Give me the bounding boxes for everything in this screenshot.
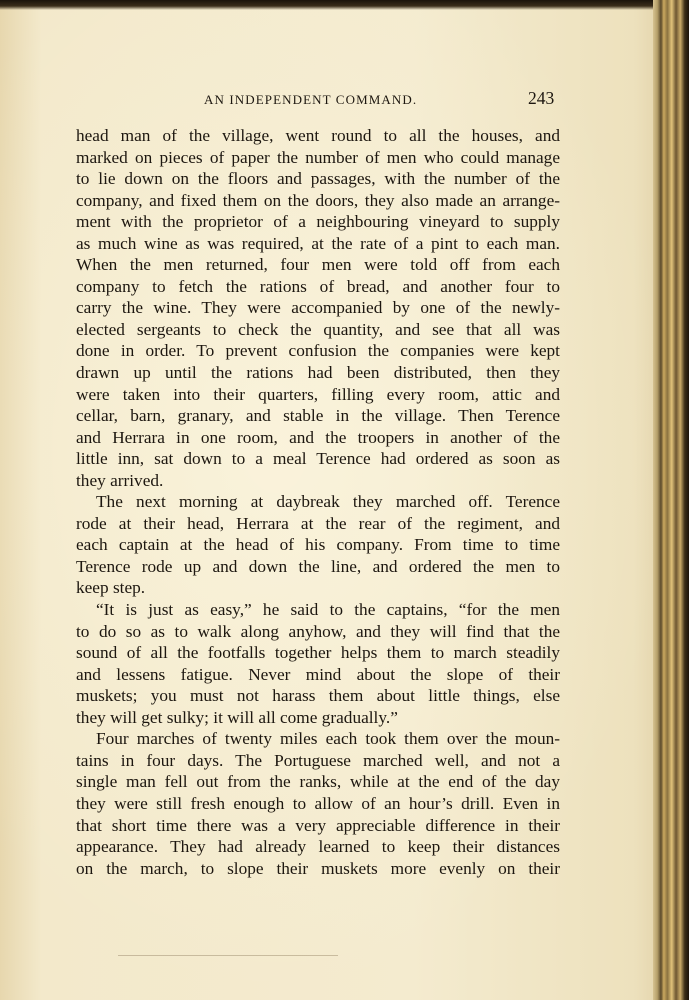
text-line: drawn up until the rations had been distributed, then they: [76, 363, 560, 383]
text-line: marked on pieces of paper the number of men who could manage: [76, 147, 560, 167]
page-header: [0, 90, 689, 114]
text-line: The next morning at daybreak they marched off. Terence: [96, 492, 560, 512]
running-head: AN INDEPENDENT COMMAND.: [204, 92, 418, 107]
text-line: keep step.: [76, 578, 146, 598]
text-line: cellar, barn, granary, and stable in the village. Then Terence: [76, 406, 560, 426]
text-line: done in order. To prevent confusion the companies were kept: [76, 341, 560, 361]
text-line: and Herrara in one room, and the troopers in another of the: [76, 427, 560, 447]
text-line: single man fell out from the ranks, while at the end of the day: [76, 772, 560, 792]
page-number: 243: [528, 88, 555, 108]
text-line: When the men returned, four men were told off from each: [76, 255, 560, 275]
text-line: were taken into their quarters, filling every room, attic and: [76, 384, 560, 404]
page-bottom-rule: [118, 955, 338, 956]
text-line: tains in four days. The Portuguese marched well, and not a: [76, 750, 560, 770]
text-line: “It is just as easy,” he said to the captains, “for the men: [96, 600, 560, 620]
text-line: Four marches of twenty miles each took them over the moun-: [96, 729, 560, 749]
text-line: and lessens fatigue. Never mind about the slope of their: [76, 664, 560, 684]
text-line: rode at their head, Herrara at the rear of the regiment, and: [76, 513, 560, 533]
text-line: muskets; you must not harass them about little things, else: [76, 686, 560, 706]
body-text: [76, 125, 560, 879]
text-line: on the march, to slope their muskets more evenly on their: [76, 858, 560, 878]
text-line: they were still fresh enough to allow of an hour’s drill. Even in: [76, 793, 560, 813]
text-line: little inn, sat down to a meal Terence had ordered as soon as: [76, 449, 560, 469]
text-line: Terence rode up and down the line, and ordered the men to: [76, 556, 560, 576]
text-line: carry the wine. They were accompanied by one of the newly-: [76, 298, 560, 318]
text-line: as much wine as was required, at the rate of a pint to each man.: [76, 233, 560, 253]
text-line: they will get sulky; it will all come gradually.”: [76, 707, 398, 727]
text-line: company, and fixed them on the doors, they also made an arrange-: [76, 190, 560, 210]
book-spine-edge: [653, 0, 689, 1000]
page-top-edge: [0, 0, 689, 10]
text-line: to do so as to walk along anyhow, and they will find that the: [76, 621, 560, 641]
text-line: company to fetch the rations of bread, and another four to: [76, 276, 560, 296]
text-line: head man of the village, went round to all the houses, and: [76, 126, 560, 145]
text-line: appearance. They had already learned to keep their distances: [76, 837, 560, 857]
text-line: elected sergeants to check the quantity, and see that all was: [76, 319, 560, 339]
text-line: they arrived.: [76, 470, 164, 490]
text-line: to lie down on the floors and passages, with the number of the: [76, 169, 560, 189]
text-line: ment with the proprietor of a neighbouring vineyard to supply: [76, 212, 560, 232]
text-line: that short time there was a very appreciable difference in their: [76, 815, 560, 835]
text-line: sound of all the footfalls together helps them to march steadily: [76, 643, 560, 663]
text-line: each captain at the head of his company. From time to time: [76, 535, 560, 555]
